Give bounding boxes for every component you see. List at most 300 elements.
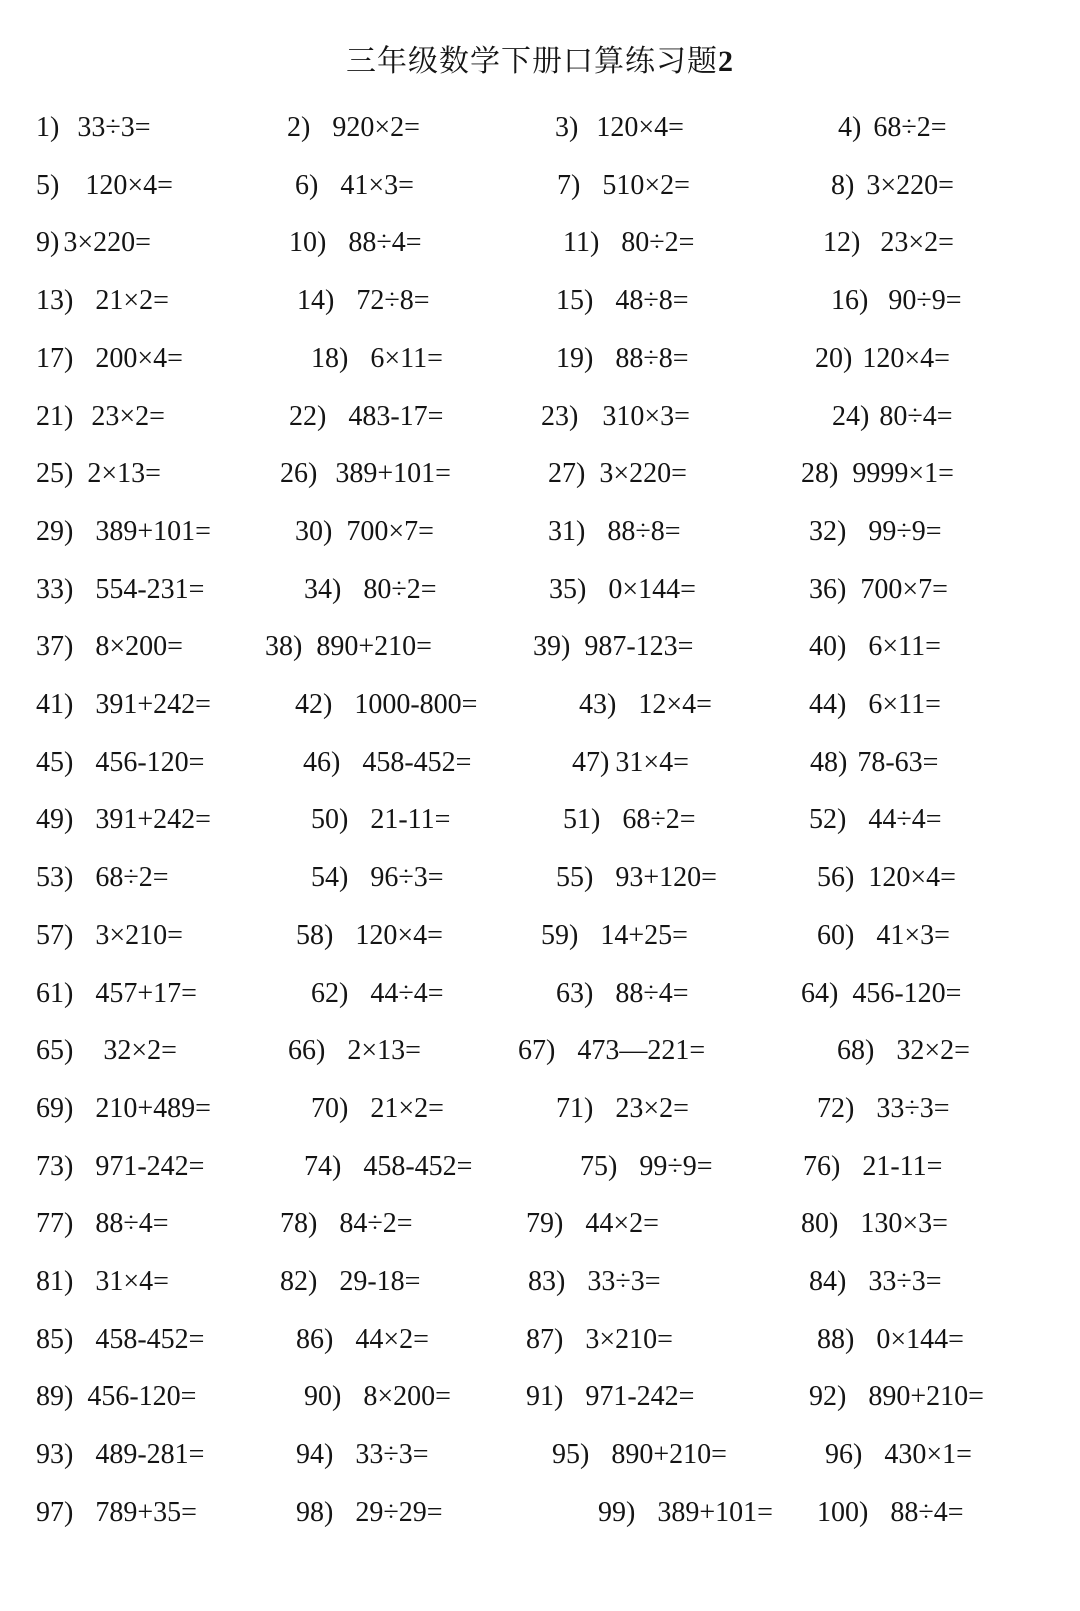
problem-number: 43) xyxy=(579,689,617,720)
problem-expression: 48÷8= xyxy=(615,285,689,317)
problem-expression: 88÷8= xyxy=(615,342,689,374)
problem-number: 53) xyxy=(36,862,74,894)
problem-item xyxy=(36,858,169,898)
problem-expression: 44×2= xyxy=(355,1323,429,1355)
problem-expression: 33÷3= xyxy=(587,1266,661,1297)
problem-item xyxy=(296,1435,429,1475)
problem-expression: 483-17= xyxy=(348,400,444,432)
problem-row xyxy=(0,1377,1080,1417)
problem-number: 55) xyxy=(556,862,594,894)
problem-item xyxy=(36,166,173,206)
problem-item xyxy=(803,1147,942,1187)
problem-number: 22) xyxy=(289,400,327,432)
problem-expression: 554-231= xyxy=(95,573,205,605)
problem-item xyxy=(817,1493,964,1533)
problem-number: 85) xyxy=(36,1323,74,1355)
problem-number: 82) xyxy=(280,1266,318,1297)
problem-item xyxy=(549,570,696,610)
problem-number: 63) xyxy=(556,977,594,1009)
problem-item xyxy=(311,858,444,898)
problem-expression: 68÷2= xyxy=(95,862,169,894)
problem-expression: 6×11= xyxy=(868,631,941,663)
problem-number: 30) xyxy=(295,515,333,547)
problem-item xyxy=(36,974,197,1014)
problem-expression: 789+35= xyxy=(95,1496,197,1528)
worksheet-title-text: 三年级数学下册口算练习题 xyxy=(346,44,718,79)
problem-number: 59) xyxy=(541,919,579,951)
problem-expression: 120×4= xyxy=(862,342,950,374)
problem-item xyxy=(36,1031,177,1071)
problem-item xyxy=(297,281,430,321)
problem-expression: 8×200= xyxy=(95,631,183,663)
problem-expression: 8×200= xyxy=(363,1381,451,1413)
problem-number: 94) xyxy=(296,1439,334,1471)
problem-expression: 456-120= xyxy=(852,977,962,1009)
problem-item xyxy=(831,166,954,206)
problem-number: 38) xyxy=(265,631,303,663)
problem-number: 68) xyxy=(837,1035,875,1067)
problem-item xyxy=(533,627,693,667)
problem-number: 72) xyxy=(817,1092,855,1124)
problem-expression: 31×4= xyxy=(615,746,689,778)
problem-number: 79) xyxy=(526,1208,564,1240)
problem-row xyxy=(0,974,1080,1014)
problem-item xyxy=(528,1262,661,1302)
problem-item xyxy=(36,454,161,494)
problem-number: 83) xyxy=(528,1266,566,1297)
problem-item xyxy=(526,1377,694,1417)
problem-item xyxy=(556,974,689,1014)
problem-item xyxy=(296,916,443,956)
problem-expression: 457+17= xyxy=(95,977,197,1009)
problem-number: 57) xyxy=(36,919,74,951)
problem-item xyxy=(296,1493,443,1533)
problem-expression: 971-242= xyxy=(95,1150,205,1182)
problem-number: 97) xyxy=(36,1496,74,1528)
problem-expression: 3×220= xyxy=(866,169,954,201)
problem-item xyxy=(548,454,687,494)
problem-item xyxy=(518,1031,705,1071)
problem-item xyxy=(289,223,422,263)
problem-number: 29) xyxy=(36,515,74,547)
problem-expression: 21-11= xyxy=(862,1150,943,1182)
problem-item xyxy=(548,512,681,552)
problem-item xyxy=(837,1031,970,1071)
problem-number: 61) xyxy=(36,977,74,1009)
problem-number: 16) xyxy=(831,285,869,317)
problem-number: 3) xyxy=(555,112,579,143)
problem-row xyxy=(0,800,1080,840)
problem-number: 1) xyxy=(36,112,60,143)
problem-row xyxy=(0,1493,1080,1533)
problem-row xyxy=(0,1089,1080,1129)
problem-expression: 84÷2= xyxy=(339,1208,413,1240)
problem-item xyxy=(556,858,717,898)
problem-expression: 700×7= xyxy=(346,515,434,547)
problem-row xyxy=(0,685,1080,725)
problem-row xyxy=(0,1262,1080,1302)
problem-number: 51) xyxy=(563,804,601,836)
problem-expression: 2×13= xyxy=(347,1035,421,1067)
problem-expression: 44÷4= xyxy=(370,977,444,1009)
problem-expression: 80÷2= xyxy=(363,573,437,605)
problem-item xyxy=(36,627,183,667)
problem-expression: 88÷4= xyxy=(95,1208,169,1240)
problem-number: 76) xyxy=(803,1150,841,1182)
problem-item xyxy=(36,1435,204,1475)
problem-expression: 6×11= xyxy=(370,342,443,374)
problem-item xyxy=(36,1262,169,1302)
problem-expression: 12×4= xyxy=(638,689,712,720)
problem-expression: 310×3= xyxy=(602,400,690,432)
problem-number: 8) xyxy=(831,169,855,201)
problem-number: 64) xyxy=(801,977,839,1009)
problem-expression: 3×210= xyxy=(95,919,183,951)
problem-number: 20) xyxy=(815,342,853,374)
problem-item xyxy=(36,916,183,956)
problem-number: 2) xyxy=(287,112,311,143)
problem-expression: 32×2= xyxy=(103,1035,177,1067)
problem-item xyxy=(809,1262,942,1302)
problem-expression: 88÷4= xyxy=(890,1496,964,1528)
problem-number: 25) xyxy=(36,458,74,490)
problem-item xyxy=(809,627,941,667)
problem-row xyxy=(0,1147,1080,1187)
problem-expression: 120×4= xyxy=(596,112,684,143)
problem-row xyxy=(0,108,1080,148)
problem-number: 88) xyxy=(817,1323,855,1355)
problem-row xyxy=(0,512,1080,552)
problem-item xyxy=(304,1377,451,1417)
problem-expression: 88÷4= xyxy=(348,227,422,259)
problem-expression: 391+242= xyxy=(95,804,211,836)
problem-item xyxy=(36,1147,204,1187)
problem-number: 9) xyxy=(36,227,60,259)
problem-expression: 99÷9= xyxy=(868,515,942,547)
problem-number: 50) xyxy=(311,804,349,836)
problem-item xyxy=(541,916,688,956)
problem-expression: 3×220= xyxy=(599,458,687,490)
problem-number: 96) xyxy=(825,1439,863,1471)
problem-number: 54) xyxy=(311,862,349,894)
problem-number: 18) xyxy=(311,342,349,374)
problem-row xyxy=(0,1435,1080,1475)
problem-item xyxy=(831,281,962,321)
problem-expression: 489-281= xyxy=(95,1439,205,1471)
problem-item xyxy=(817,916,950,956)
problem-expression: 33÷3= xyxy=(868,1266,942,1297)
problem-number: 77) xyxy=(36,1208,74,1240)
problem-row xyxy=(0,1031,1080,1071)
problem-number: 84) xyxy=(809,1266,847,1297)
problem-number: 90) xyxy=(304,1381,342,1413)
problem-row xyxy=(0,339,1080,379)
problem-item xyxy=(36,281,169,321)
problem-expression: 120×4= xyxy=(868,862,956,894)
problem-expression: 389+101= xyxy=(95,515,211,547)
problem-row xyxy=(0,858,1080,898)
problem-item xyxy=(280,1204,413,1244)
problem-item xyxy=(36,397,165,437)
problem-number: 67) xyxy=(518,1035,556,1067)
problem-item xyxy=(289,397,443,437)
problem-row xyxy=(0,627,1080,667)
problem-number: 58) xyxy=(296,919,334,951)
problem-number: 26) xyxy=(280,458,318,490)
problem-number: 10) xyxy=(289,227,327,259)
problem-item xyxy=(295,685,477,725)
problem-expression: 23×2= xyxy=(880,227,954,259)
problem-number: 13) xyxy=(36,285,74,317)
problem-expression: 430×1= xyxy=(884,1439,972,1471)
problem-item xyxy=(556,1089,689,1129)
problem-expression: 890+210= xyxy=(868,1381,984,1413)
problem-item xyxy=(287,108,420,148)
problem-expression: 120×4= xyxy=(85,169,173,201)
problem-expression: 88÷4= xyxy=(615,977,689,1009)
problem-item xyxy=(579,685,712,725)
problem-expression: 0×144= xyxy=(876,1323,964,1355)
problem-number: 49) xyxy=(36,804,74,836)
problem-number: 12) xyxy=(823,227,861,259)
problem-number: 24) xyxy=(832,400,870,432)
problem-number: 91) xyxy=(526,1381,564,1413)
problem-number: 47) xyxy=(572,746,610,778)
problem-expression: 0×144= xyxy=(608,573,696,605)
problem-item xyxy=(563,223,694,263)
problem-expression: 32×2= xyxy=(896,1035,970,1067)
problem-number: 52) xyxy=(809,804,847,836)
problem-expression: 920×2= xyxy=(332,112,420,143)
problem-number: 98) xyxy=(296,1496,334,1528)
problem-number: 21) xyxy=(36,400,74,432)
problem-item xyxy=(36,1493,197,1533)
problem-expression: 473—221= xyxy=(577,1035,706,1067)
problem-item xyxy=(580,1147,713,1187)
problem-number: 89) xyxy=(36,1381,74,1413)
problem-item xyxy=(809,1377,984,1417)
problem-expression: 23×2= xyxy=(91,400,165,432)
problem-item xyxy=(563,800,696,840)
problem-item xyxy=(280,454,451,494)
problem-item xyxy=(801,1204,948,1244)
problem-number: 32) xyxy=(809,515,847,547)
problem-expression: 93+120= xyxy=(615,862,717,894)
problem-expression: 31×4= xyxy=(95,1266,169,1297)
problem-expression: 3×220= xyxy=(63,227,151,259)
problem-item xyxy=(295,166,414,206)
problem-expression: 700×7= xyxy=(860,573,948,605)
problem-expression: 389+101= xyxy=(335,458,451,490)
problem-number: 36) xyxy=(809,573,847,605)
problem-number: 27) xyxy=(548,458,586,490)
problem-number: 99) xyxy=(598,1496,636,1528)
problem-expression: 33÷3= xyxy=(77,112,151,143)
problem-item xyxy=(598,1493,773,1533)
problem-item xyxy=(810,743,938,783)
problem-expression: 33÷3= xyxy=(876,1092,950,1124)
problem-item xyxy=(36,1089,211,1129)
problem-item xyxy=(36,512,211,552)
problem-number: 71) xyxy=(556,1092,594,1124)
problem-expression: 890+210= xyxy=(611,1439,727,1471)
problem-item xyxy=(817,1320,964,1360)
problem-expression: 120×4= xyxy=(355,919,443,951)
problem-item xyxy=(311,800,450,840)
problem-item xyxy=(295,512,434,552)
problem-expression: 890+210= xyxy=(316,631,432,663)
problem-item xyxy=(801,974,961,1014)
problem-item xyxy=(555,108,684,148)
problem-number: 5) xyxy=(36,169,60,201)
problem-item xyxy=(557,166,690,206)
problem-number: 44) xyxy=(809,689,847,720)
problem-item xyxy=(526,1320,673,1360)
problem-number: 17) xyxy=(36,342,74,374)
problem-row xyxy=(0,397,1080,437)
problem-row xyxy=(0,281,1080,321)
problem-number: 62) xyxy=(311,977,349,1009)
problem-item xyxy=(823,223,954,263)
problem-item xyxy=(265,627,432,667)
problem-item xyxy=(288,1031,421,1071)
problem-number: 19) xyxy=(556,342,594,374)
problem-row xyxy=(0,223,1080,263)
problem-number: 37) xyxy=(36,631,74,663)
problem-expression: 41×3= xyxy=(876,919,950,951)
problem-item xyxy=(838,108,947,148)
problem-expression: 1000-800= xyxy=(354,689,478,720)
problem-expression: 6×11= xyxy=(868,689,941,720)
problem-number: 60) xyxy=(817,919,855,951)
problem-expression: 389+101= xyxy=(657,1496,773,1528)
problem-expression: 99÷9= xyxy=(639,1150,713,1182)
problem-expression: 2×13= xyxy=(87,458,161,490)
problem-number: 95) xyxy=(552,1439,590,1471)
problem-number: 75) xyxy=(580,1150,618,1182)
problem-expression: 68÷2= xyxy=(873,112,947,143)
problem-number: 6) xyxy=(295,169,319,201)
problem-item xyxy=(809,570,948,610)
problem-item xyxy=(556,339,689,379)
problem-number: 41) xyxy=(36,689,74,720)
problem-expression: 41×3= xyxy=(340,169,414,201)
problem-expression: 29-18= xyxy=(339,1266,421,1297)
problem-expression: 210+489= xyxy=(95,1092,211,1124)
problem-item xyxy=(815,339,950,379)
problem-number: 92) xyxy=(809,1381,847,1413)
problem-row xyxy=(0,454,1080,494)
problem-expression: 88÷8= xyxy=(607,515,681,547)
problem-expression: 44÷4= xyxy=(868,804,942,836)
problem-row xyxy=(0,570,1080,610)
problem-expression: 29÷29= xyxy=(355,1496,443,1528)
problem-number: 74) xyxy=(304,1150,342,1182)
problem-item xyxy=(809,512,942,552)
problem-item xyxy=(817,1089,950,1129)
problem-expression: 21×2= xyxy=(95,285,169,317)
problem-number: 81) xyxy=(36,1266,74,1297)
problem-expression: 456-120= xyxy=(95,746,205,778)
problem-number: 7) xyxy=(557,169,581,201)
problem-expression: 130×3= xyxy=(860,1208,948,1240)
problem-number: 4) xyxy=(838,112,862,143)
problem-expression: 72÷8= xyxy=(356,285,430,317)
problem-number: 80) xyxy=(801,1208,839,1240)
problem-number: 45) xyxy=(36,746,74,778)
problem-item xyxy=(36,339,183,379)
problem-expression: 68÷2= xyxy=(622,804,696,836)
problem-item xyxy=(801,454,954,494)
problem-item xyxy=(303,743,471,783)
problem-item xyxy=(36,685,211,725)
problem-item xyxy=(280,1262,420,1302)
problem-number: 14) xyxy=(297,285,335,317)
problem-item xyxy=(311,974,444,1014)
problem-expression: 96÷3= xyxy=(370,862,444,894)
problem-number: 93) xyxy=(36,1439,74,1471)
problem-item xyxy=(311,1089,444,1129)
problem-item xyxy=(296,1320,429,1360)
problem-number: 56) xyxy=(817,862,855,894)
problem-expression: 33÷3= xyxy=(355,1439,429,1471)
problem-row xyxy=(0,1320,1080,1360)
problem-expression: 971-242= xyxy=(585,1381,695,1413)
problem-item xyxy=(36,1204,169,1244)
problem-item xyxy=(36,800,211,840)
problem-item xyxy=(572,743,689,783)
problem-number: 33) xyxy=(36,573,74,605)
problem-number: 23) xyxy=(541,400,579,432)
problem-number: 87) xyxy=(526,1323,564,1355)
problem-item xyxy=(36,743,204,783)
problem-number: 73) xyxy=(36,1150,74,1182)
problem-expression: 458-452= xyxy=(95,1323,205,1355)
problem-number: 48) xyxy=(810,746,848,778)
problem-number: 100) xyxy=(817,1496,869,1528)
problem-expression: 90÷9= xyxy=(888,285,962,317)
problem-expression: 391+242= xyxy=(95,689,211,720)
problem-expression: 80÷2= xyxy=(621,227,695,259)
problem-number: 42) xyxy=(295,689,333,720)
problem-number: 11) xyxy=(563,227,600,259)
problem-item xyxy=(36,570,204,610)
problem-item xyxy=(541,397,690,437)
problem-expression: 458-452= xyxy=(363,1150,473,1182)
problem-item xyxy=(304,570,437,610)
problem-item xyxy=(304,1147,472,1187)
problem-number: 28) xyxy=(801,458,839,490)
problem-item xyxy=(552,1435,727,1475)
problem-item xyxy=(817,858,956,898)
problem-row xyxy=(0,916,1080,956)
problem-expression: 3×210= xyxy=(585,1323,673,1355)
problem-item xyxy=(825,1435,972,1475)
problem-row xyxy=(0,743,1080,783)
problem-expression: 510×2= xyxy=(602,169,690,201)
problem-expression: 78-63= xyxy=(857,746,939,778)
worksheet-title-number: 2 xyxy=(718,45,734,78)
problem-number: 31) xyxy=(548,515,586,547)
problem-item xyxy=(809,685,941,725)
problem-number: 35) xyxy=(549,573,587,605)
problem-item xyxy=(36,223,151,263)
problem-item xyxy=(36,1377,196,1417)
problem-expression: 14+25= xyxy=(600,919,688,951)
problem-row xyxy=(0,166,1080,206)
problem-number: 65) xyxy=(36,1035,74,1067)
problem-item xyxy=(809,800,942,840)
